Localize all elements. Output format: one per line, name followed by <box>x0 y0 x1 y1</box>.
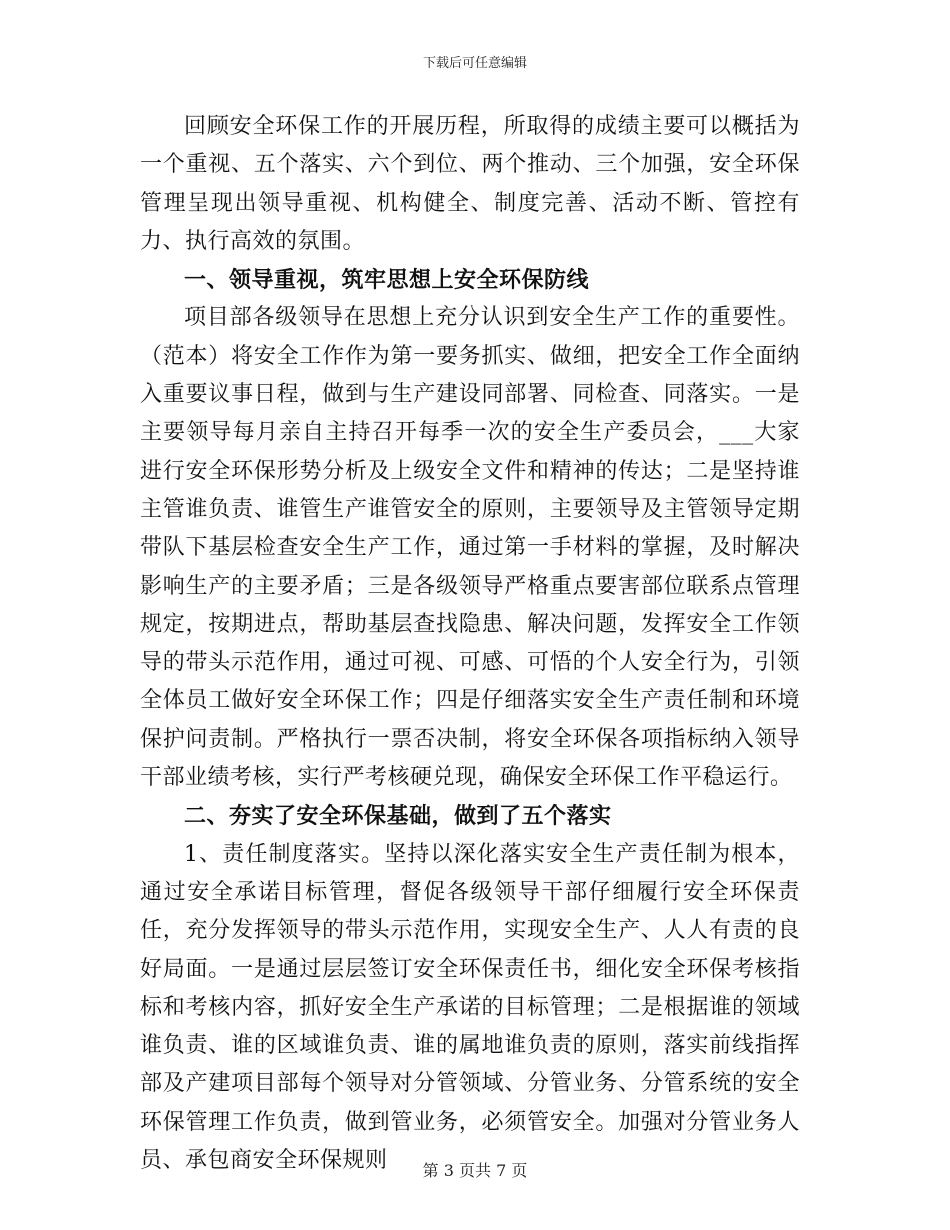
intro-paragraph: 回顾安全环保工作的开展历程，所取得的成绩主要可以概括为一个重视、五个落实、六个到位、两个推动、三个加强，安全环保管理呈现出领导重视、机构健全、制度完善、活动不断、管控有力、执行高效的氛围。 <box>140 114 800 254</box>
section-heading-2: 二、夯实了安全环保基础，做到了五个落实 <box>184 803 612 830</box>
document-body <box>140 108 800 1180</box>
section-2-paragraph: 1、责任制度落实。坚持以深化落实安全生产责任制为根本，通过安全承诺目标管理，督促各级领导干部仔细履行安全环保责任，充分发挥领导的带头示范作用，实现安全生产、人人有责的良好局面。一是通过层层签订安全环保责任书，细化安全环保考核指标和考核内容，抓好安全生产承诺的目标管理；二是根据谁的领域谁负责、谁的区域谁负责、谁的属地谁负责的原则，落实前线指挥部及产建项目部每个领导对分管领域、分管业务、分管系统的安全环保管理工作负责，做到管业务，必须管安全。加强对分管业务人员、承包商安全环保规则 <box>140 841 800 1174</box>
section-1-paragraph: 项目部各级领导在思想上充分认识到安全生产工作的重要性。（范本）将安全工作作为第一要务抓实、做细，把安全工作全面纳入重要议事日程，做到与生产建设同部署、同检查、同落实。一是主要领导每月亲自主持召开每季一次的安全生产委员会，___大家进行安全环保形势分析及上级安全文件和精神的传达；二是坚持谁主管谁负责、谁管生产谁管安全的原则，主要领导及主管领导定期带队下基层检查安全生产工作，通过第一手材料的掌握，及时解决影响生产的主要矛盾；三是各级领导严格重点要害部位联系点管理规定，按期进点，帮助基层查找隐患、解决问题，发挥安全工作领导的带头示范作用，通过可视、可感、可悟的个人安全行为，引领全体员工做好安全环保工作；四是仔细落实安全生产责任制和环境保护问责制。严格执行一票否决制，将安全环保各项指标纳入领导干部业绩考核，实行严考核硬兑现，确保安全环保工作平稳运行。 <box>140 305 800 791</box>
section-heading-1: 一、领导重视，筑牢思想上安全环保防线 <box>184 267 590 294</box>
header-note: 下载后可任意编辑 <box>422 56 527 71</box>
page-footer: 第 3 页共 7 页 <box>422 1161 528 1180</box>
